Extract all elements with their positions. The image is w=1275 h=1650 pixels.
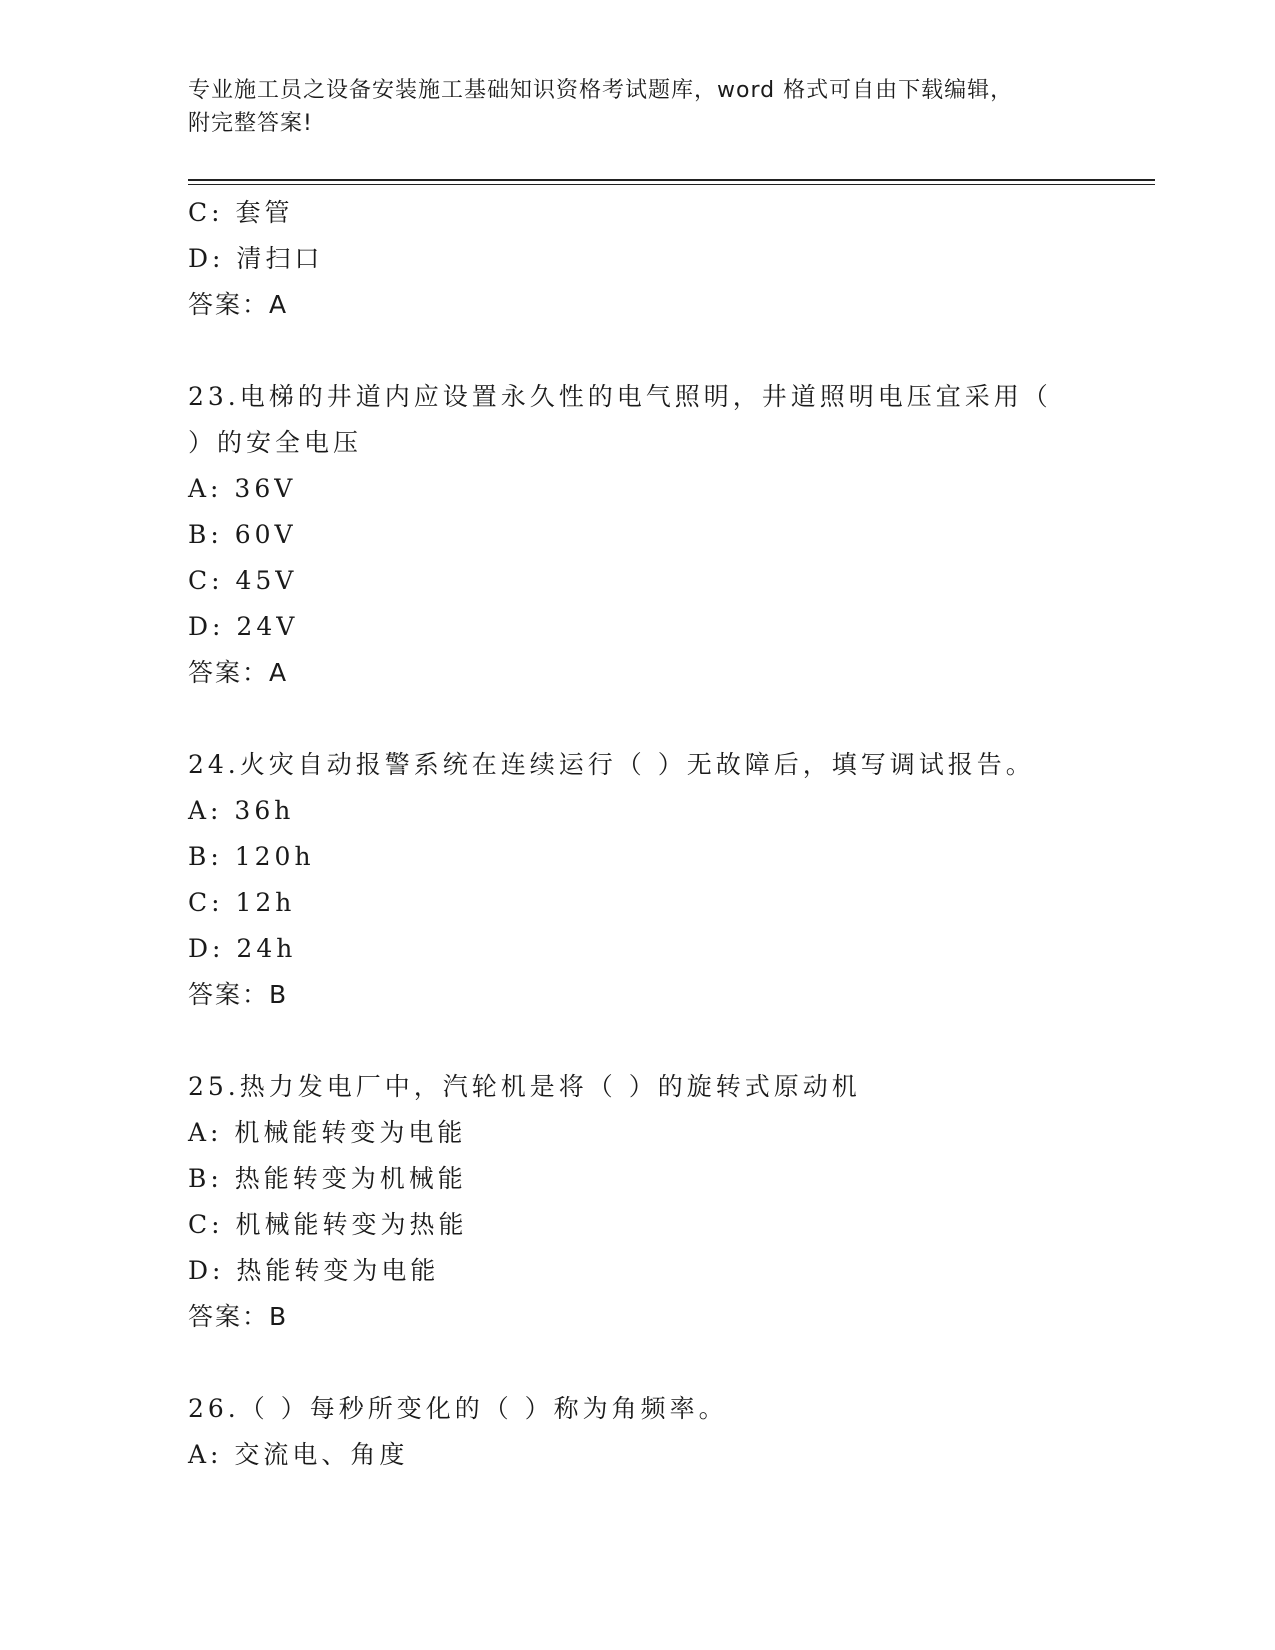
question-23: [188, 374, 1155, 696]
option-d: D: 24V: [188, 612, 299, 641]
question-spacer: [188, 1018, 1155, 1064]
answer-label: 答案：A: [188, 658, 289, 687]
option-b: B: 热能转变为机械能: [188, 1164, 467, 1193]
option-d: D: 24h: [188, 934, 297, 963]
option-b: B: 60V: [188, 520, 297, 549]
option-c: C: 45V: [188, 566, 298, 595]
answer-label: 答案：A: [188, 290, 289, 319]
question-26: [188, 1386, 1155, 1478]
option-b: B: 120h: [188, 842, 315, 871]
question-22: [188, 190, 1155, 328]
option-d: D: 热能转变为电能: [188, 1256, 440, 1285]
answer-label: 答案：B: [188, 1302, 289, 1331]
option-c: C: 套管: [188, 198, 294, 227]
question-25: [188, 1064, 1155, 1340]
option-a: A: 交流电、角度: [188, 1440, 409, 1469]
document-header: [188, 74, 1088, 140]
option-c: C: 12h: [188, 888, 296, 917]
question-stem: 24.火灾自动报警系统在连续运行（ ）无故障后，填写调试报告。: [188, 750, 1035, 779]
question-stem: 25.热力发电厂中，汽轮机是将（ ）的旋转式原动机: [188, 1072, 861, 1101]
header-divider-thin: [188, 184, 1155, 185]
question-list: [188, 190, 1155, 1478]
question-spacer: [188, 1340, 1155, 1386]
option-c: C: 机械能转变为热能: [188, 1210, 468, 1239]
option-a: A: 机械能转变为电能: [188, 1118, 467, 1147]
option-a: A: 36h: [188, 796, 295, 825]
question-24: [188, 742, 1155, 1018]
option-d: D: 清扫口: [188, 244, 324, 273]
header-line-1: 专业施工员之设备安装施工基础知识资格考试题库，word 格式可自由下载编辑，: [188, 78, 1014, 103]
option-a: A: 36V: [188, 474, 297, 503]
question-spacer: [188, 328, 1155, 374]
header-divider-thick: [188, 179, 1155, 181]
header-line-2: 附完整答案!: [188, 111, 313, 136]
question-stem: 26.（ ）每秒所变化的（ ）称为角频率。: [188, 1394, 728, 1423]
question-stem-continued: ）的安全电压: [188, 428, 363, 457]
question-spacer: [188, 696, 1155, 742]
answer-label: 答案：B: [188, 980, 289, 1009]
question-stem: 23.电梯的井道内应设置永久性的电气照明，井道照明电压宜采用（: [188, 382, 1052, 411]
